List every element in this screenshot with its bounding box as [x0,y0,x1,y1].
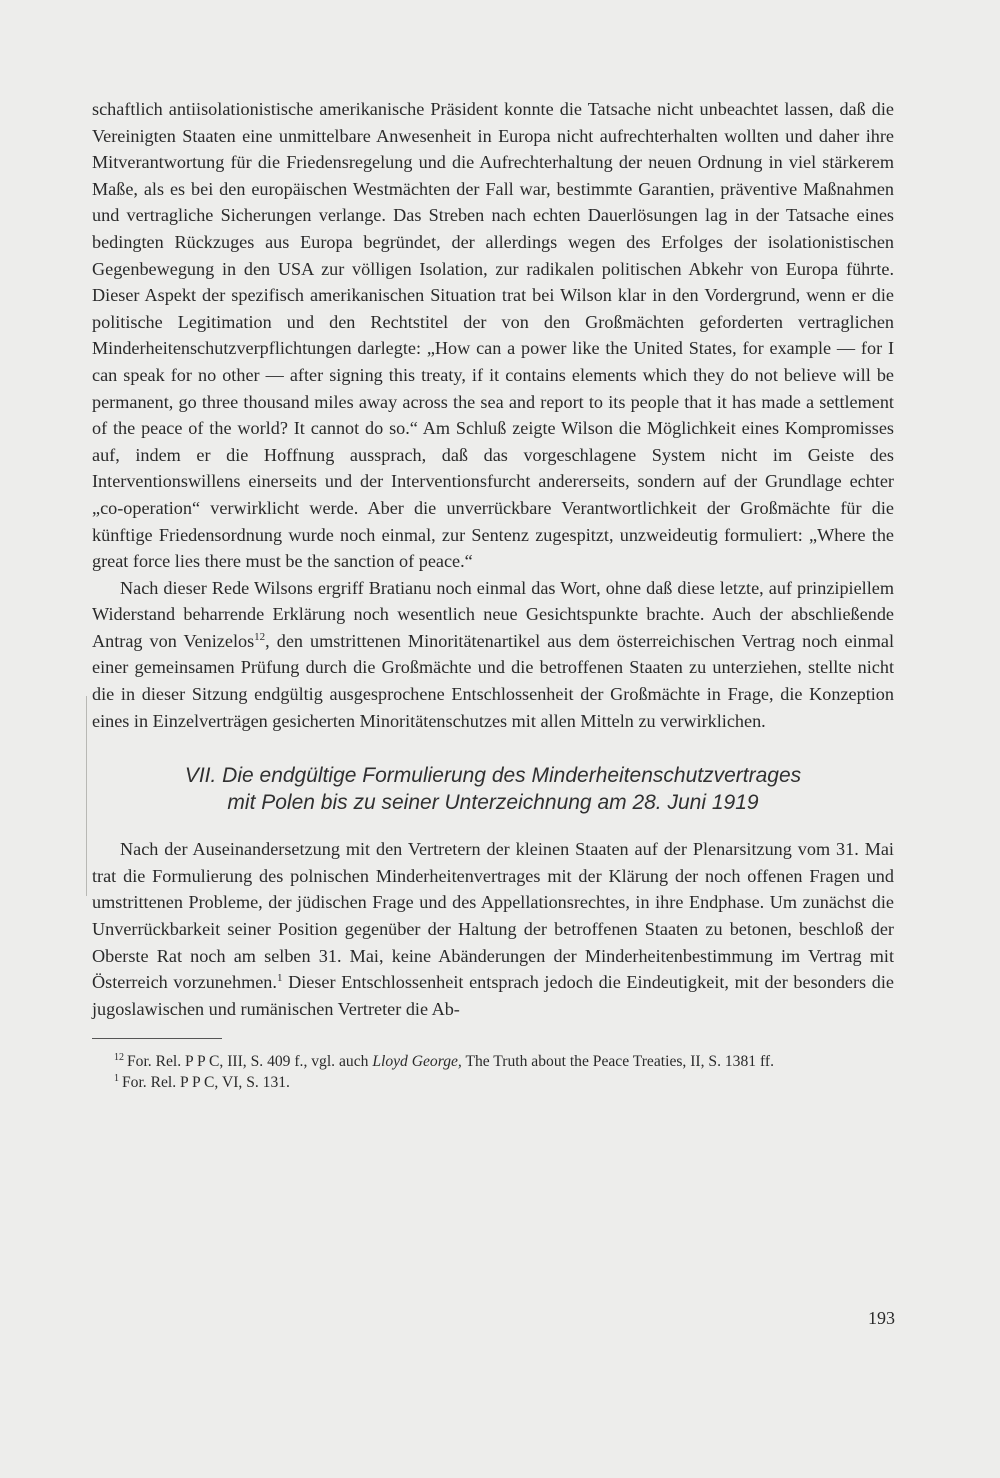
footnote-12 [92,1051,894,1072]
footnote-1-text: For. Rel. P P C, VI, S. 131. [122,1074,290,1092]
paragraph-3-text-b: Dieser Entschlossenheit entsprach jedoch die Eindeutigkeit, mit der besonders die jugoslawischen und rumänischen Vertreter die Ab- [92,972,894,1019]
margin-pencil-mark [86,696,89,896]
footnote-12-mark: 12 [114,1052,124,1064]
paragraph-2-text-a: Nach dieser Rede Wilsons ergriff Bratianu noch einmal das Wort, ohne daß diese letzte, auf prinzipiellem Widerstand beharrende Erklärung noch wesentlich neue Gesichtspunkte brachte. Auch der abschließende Antrag von Venizelos [92,577,894,651]
paragraph-3 [92,836,894,1022]
footnote-1-mark: 1 [114,1073,119,1085]
section-heading-line-2: mit Polen bis zu seiner Unterzeichnung am 28. Juni 1919 [227,791,759,815]
section-heading [92,762,894,816]
footnote-ref-12: 12 [254,630,266,643]
footnote-divider [92,1038,222,1039]
page-body [92,96,894,1093]
paragraph-2 [92,575,894,735]
footnote-12-author: Lloyd George, [372,1053,462,1071]
section-heading-line-1: VII. Die endgültige Formulierung des Minderheitenschutzvertrages [184,764,802,788]
paragraph-1: schaftlich antiisolationistische amerikanische Präsident konnte die Tatsache nicht unbeachtet lassen, daß die Vereinigten Staaten eine unmittelbare Anwesenheit in Europa nicht aufrechterhalten wollten und daher ihre Mitverantwortung für die Friedensregelung und die Aufrechterhaltung der neuen Ordnung in viel stärkerem Maße, als es bei den europäischen Westmächten der Fall war, bestimmte Garantien, präventive Maßnahmen und vertragliche Sicherungen verlange. Das Streben nach echten Dauerlösungen lag in der Tatsache eines bedingten Rückzuges aus Europa begründet, der allerdings wegen des Erfolges der isolationistischen Gegenbewegung in den USA zur völligen Isolation, zur radikalen politischen Abkehr von Europa führte. Dieser Aspekt der spezifisch amerikanischen Situation trat bei Wilson klar in den Vordergrund, wenn er die politische Legitimation und den Rechtstitel der von den Großmächten geforderten vertraglichen Minderheitenschutzverpflichtungen darlegte: „How can a power like the United States, for example — for I can speak for no other — after signing this treaty, if it contains elements which they do not believe will be permanent, go three thousand miles away across the sea and report to its people that it has made a settlement of the peace of the world? It cannot do so.“ Am Schluß zeigte Wilson die Möglichkeit eines Kompromisses auf, indem er die Hoffnung aussprach, daß das vorgeschlagene System nicht im Geiste des Interventionswillens einerseits und der Interventionsfurcht andererseits, sondern auf der Grundlage echter „co-operation“ verwirklicht werde. Aber die unverrückbare Verantwortlichkeit der Großmächte für die künftige Friedensordnung wurde noch einmal, zur Sentenz zugespitzt, unzweideutig formuliert: „Where the great force lies there must be the sanction of peace.“ [92,99,894,572]
paragraph-3-text-a: Nach der Auseinandersetzung mit den Vertretern der kleinen Staaten auf der Plenarsitzung vom 31. Mai trat die Formulierung des polnischen Minderheitenvertrages mit der Klärung der noch offenen Fragen und umstrittenen Probleme, der jüdischen Frage und des Appellationsrechtes, in ihre Endphase. Um zunächst die Unverrückbarkeit seiner Position gegenüber der Haltung der betroffenen Staaten zu betonen, beschloß der Oberste Rat noch am selben 31. Mai, keine Abänderungen der Minderheitenbestimmung im Vertrag mit Österreich vorzunehmen. [92,839,894,993]
page-number: 193 [868,1308,895,1328]
footnote-12-text-post: The Truth about the Peace Treaties, II, S. 1381 ff. [461,1053,774,1071]
footnote-ref-1: 1 [276,972,283,985]
footnote-12-text-pre: For. Rel. P P C, III, S. 409 f., vgl. auch [127,1053,373,1071]
footnote-1 [92,1072,894,1093]
paragraph-2-text-b: , den umstrittenen Minoritätenartikel aus dem österreichischen Vertrag noch einmal einer gemeinsamen Prüfung durch die Großmächte und die betroffenen Staaten zu unterziehen, stellte nicht die in dieser Sitzung endgültig ausgesprochene Entschlossenheit der Großmächte in Frage, die Konzeption eines in Einzelverträgen gesicherten Minoritätenschutzes mit allen Mitteln zu verwirklichen. [92,630,894,731]
